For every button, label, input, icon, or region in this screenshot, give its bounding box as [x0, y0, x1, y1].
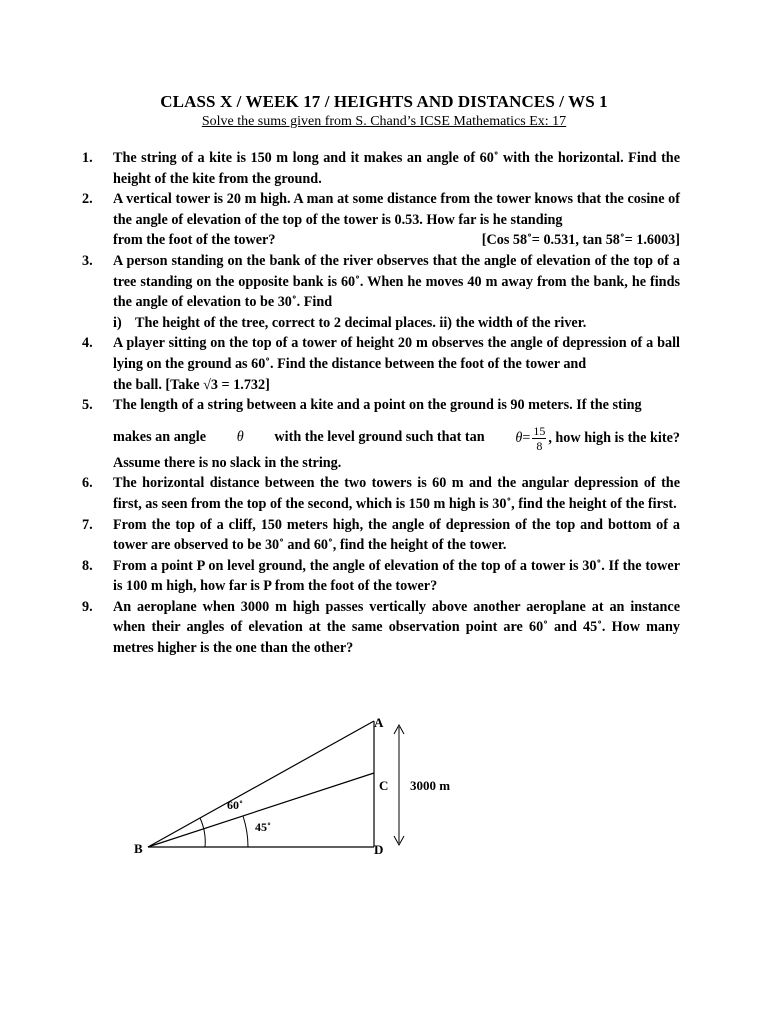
question-number: 5. [82, 397, 93, 414]
angle-label-60: 60˚ [227, 798, 243, 812]
question-list [82, 148, 680, 659]
question-body [113, 333, 680, 395]
question-number: 8. [82, 557, 93, 574]
theta-symbol: θ [515, 429, 523, 446]
question-4 [82, 333, 680, 395]
question-2 [82, 189, 680, 251]
question-text-tail: Assume there is no slack in the string. [113, 454, 342, 471]
page-subtitle: Solve the sums given from S. Chand’s ICSE Mathematics Ex: 17 [201, 114, 567, 129]
question-number: 1. [82, 150, 93, 166]
question-text-tail: from the foot of the tower? [113, 232, 276, 249]
question-text: An aeroplane when 3000 m high passes vertically above another aeroplane at an instance when their angles of elevation at the same observation point are 60˚ and 45˚. How many metres higher is the one than the other? [113, 598, 680, 657]
question-text-part: with the level ground such that tan [274, 428, 485, 445]
question-hint: [Cos 58˚= 0.531, tan 58˚= 1.6003] [481, 232, 680, 249]
angle-arc-45 [243, 816, 248, 847]
height-label: 3000 m [410, 778, 451, 793]
question-9 [82, 597, 680, 659]
question-text-part: , how high is the kite? [548, 429, 680, 446]
question-number: 3. [82, 252, 93, 269]
label-b: B [134, 841, 143, 856]
question-text: From the top of a cliff, 150 meters high, the angle of depression of the top and bottom of a tower are observed to be 30˚ and 60˚, find the height of the tower. [113, 516, 680, 554]
question-7 [82, 515, 680, 556]
question-body [113, 251, 680, 333]
fraction-numerator: 15 [533, 423, 546, 438]
question-text: The horizontal distance between the two towers is 60 m and the angular depression of the first, as seen from the top of the second, which is 150 m high is 30˚, find the height of the first. [113, 475, 680, 512]
question-text: A person standing on the bank of the river observes that the angle of elevation of the top of a tree standing on the opposite bank is 60˚. When he moves 40 m away from the bank, he finds the angle of elevation to be 30˚. Find [113, 252, 680, 311]
triangle-diagram [120, 705, 480, 865]
question-3 [82, 251, 680, 333]
angle-arc-60 [200, 818, 205, 847]
question-number: 4. [82, 335, 93, 352]
question-number: 6. [82, 475, 93, 492]
question-8 [82, 556, 680, 597]
theta-symbol: θ [236, 428, 244, 445]
question-body [113, 395, 680, 473]
fraction [532, 424, 546, 453]
sub-question [113, 313, 680, 334]
question-text: The length of a string between a kite and a point on the ground is 90 meters. If the sting [113, 397, 642, 414]
sub-question-text: The height of the tree, correct to 2 decimal places. ii) the width of the river. [135, 314, 587, 331]
sub-question-number: i) [113, 314, 122, 331]
question-text: From a point P on level ground, the angle of elevation of the top of a tower is 30˚. If the tower is 100 m high, how far is P from the foot of the tower? [113, 557, 680, 595]
question-hint-row [113, 230, 680, 251]
question-5 [82, 395, 680, 473]
question-text-tail: the ball. [Take √3 = 1.732] [113, 376, 270, 393]
question-6 [82, 473, 680, 514]
question-formula-line [113, 416, 680, 453]
question-text-part: makes an angle [113, 428, 207, 445]
question-number: 7. [82, 516, 93, 533]
label-d: D [374, 842, 384, 857]
question-text: The string of a kite is 150 m long and it makes an angle of 60˚ with the horizontal. Find the height of the kite from the ground. [113, 150, 680, 187]
equals-sign: = [522, 429, 531, 446]
question-body [113, 189, 680, 251]
label-a: A [374, 715, 384, 730]
question-text: A player sitting on the top of a tower of height 20 m observes the angle of depression of a ball lying on the ground as 60˚. Find the distance between the foot of the tower and [113, 335, 680, 372]
question-number: 9. [82, 598, 93, 615]
tan-expression [515, 424, 680, 453]
question-1 [82, 148, 680, 189]
fraction-denominator: 8 [536, 438, 543, 453]
question-text: A vertical tower is 20 m high. A man at some distance from the tower knows that the cosine of the angle of elevation of the top of the tower is 0.53. How far is he standing [113, 191, 680, 228]
label-c: C [379, 778, 389, 793]
page-title: CLASS X / WEEK 17 / HEIGHTS AND DISTANCES / WS 1 [160, 92, 608, 111]
question-number: 2. [82, 191, 93, 208]
angle-label-45: 45˚ [255, 820, 271, 834]
